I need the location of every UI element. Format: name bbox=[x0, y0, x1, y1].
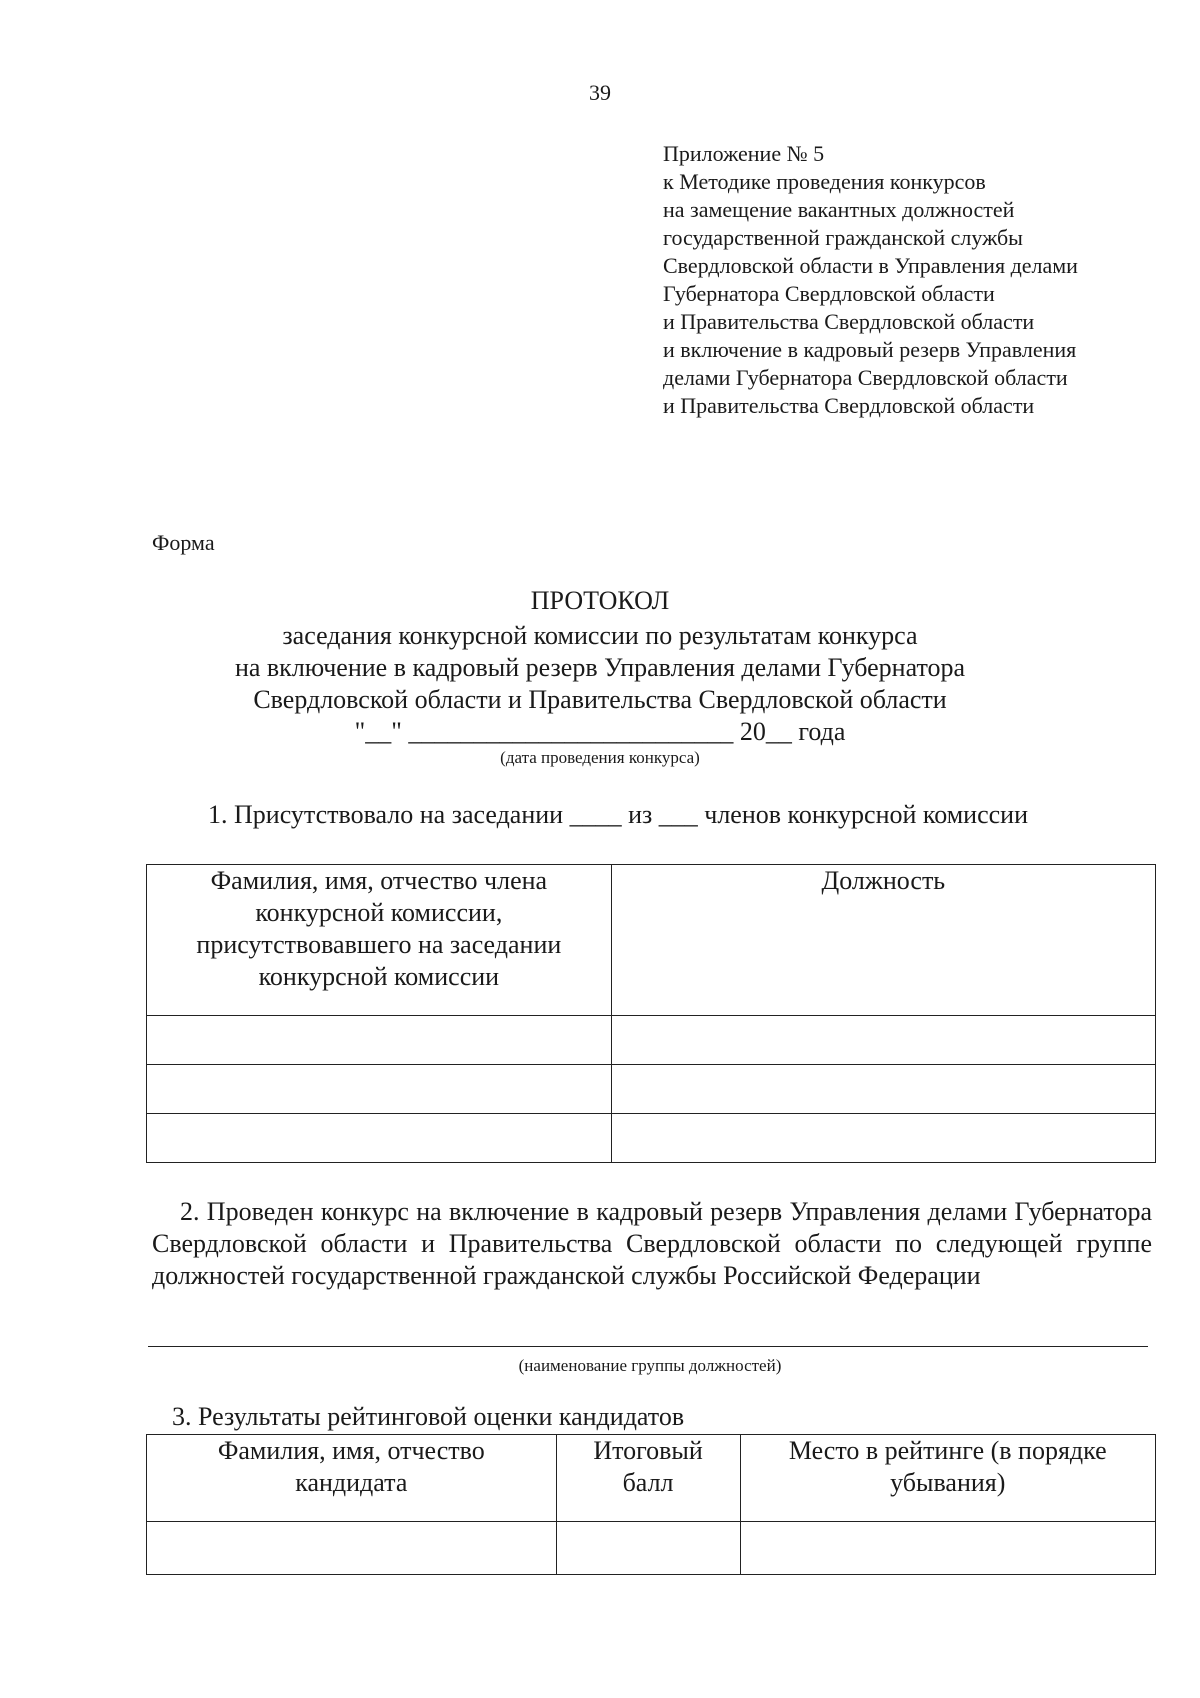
table-cell[interactable] bbox=[611, 1065, 1155, 1114]
table-cell[interactable] bbox=[147, 1114, 612, 1163]
table-cell[interactable] bbox=[147, 1522, 557, 1575]
table-row bbox=[147, 1016, 1156, 1065]
appendix-line: к Методике проведения конкурсов bbox=[663, 169, 986, 194]
appendix-block bbox=[663, 140, 1183, 420]
appendix-line: Приложение № 5 bbox=[663, 141, 825, 166]
subtitle-line: заседания конкурсной комиссии по результатам конкурса bbox=[282, 621, 918, 650]
table-header-row bbox=[147, 1435, 1156, 1522]
document-subtitle bbox=[0, 620, 1200, 748]
subtitle-line: Свердловской области и Правительства Свердловской области bbox=[253, 685, 947, 714]
appendix-line: и включение в кадровый резерв Управления bbox=[663, 337, 1077, 362]
table-row bbox=[147, 1114, 1156, 1163]
appendix-line: Свердловской области в Управления делами bbox=[663, 253, 1078, 278]
table-cell[interactable] bbox=[740, 1522, 1155, 1575]
date-caption: (дата проведения конкурса) bbox=[500, 748, 700, 767]
item-1-attendance: 1. Присутствовало на заседании ____ из ___ членов конкурсной комиссии bbox=[208, 800, 1028, 829]
header-member-name: Фамилия, имя, отчество члена конкурсной комиссии, присутствовавшего на заседании конкурсной комиссии bbox=[147, 865, 612, 1016]
header-total-score: Итоговый балл bbox=[556, 1435, 740, 1522]
form-label: Форма bbox=[152, 530, 215, 555]
appendix-line: и Правительства Свердловской области bbox=[663, 309, 1035, 334]
table-cell[interactable] bbox=[611, 1016, 1155, 1065]
commission-members-table bbox=[146, 864, 1156, 1163]
table-header-row bbox=[147, 865, 1156, 1016]
header-position: Должность bbox=[611, 865, 1155, 1016]
header-rating-place: Место в рейтинге (в порядке убывания) bbox=[740, 1435, 1155, 1522]
group-name-line[interactable] bbox=[148, 1346, 1148, 1347]
subtitle-line: на включение в кадровый резерв Управления делами Губернатора bbox=[234, 653, 966, 682]
table-row bbox=[147, 1522, 1156, 1575]
header-candidate-name: Фамилия, имя, отчество кандидата bbox=[147, 1435, 557, 1522]
item-2-competition: 2. Проведен конкурс на включение в кадровый резерв Управления делами Губернатора Свердловской области и Правительства Свердловской области по следующей группе должностей государственной гражданской службы Российской Федерации bbox=[152, 1197, 1152, 1290]
appendix-line: государственной гражданской службы bbox=[663, 225, 1023, 250]
table-cell[interactable] bbox=[611, 1114, 1155, 1163]
page-number: 39 bbox=[589, 80, 611, 105]
appendix-line: делами Губернатора Свердловской области bbox=[663, 365, 1068, 390]
table-row bbox=[147, 1065, 1156, 1114]
group-caption: (наименование группы должностей) bbox=[518, 1356, 782, 1375]
appendix-line: Губернатора Свердловской области bbox=[663, 281, 995, 306]
date-line: "__" _________________________ 20__ года bbox=[354, 717, 846, 746]
table-cell[interactable] bbox=[147, 1016, 612, 1065]
appendix-line: на замещение вакантных должностей bbox=[663, 197, 1015, 222]
item-3-results: 3. Результаты рейтинговой оценки кандидатов bbox=[172, 1402, 685, 1431]
rating-results-table bbox=[146, 1434, 1156, 1575]
appendix-line: и Правительства Свердловской области bbox=[663, 393, 1035, 418]
document-title: ПРОТОКОЛ bbox=[530, 586, 670, 615]
table-cell[interactable] bbox=[556, 1522, 740, 1575]
table-cell[interactable] bbox=[147, 1065, 612, 1114]
